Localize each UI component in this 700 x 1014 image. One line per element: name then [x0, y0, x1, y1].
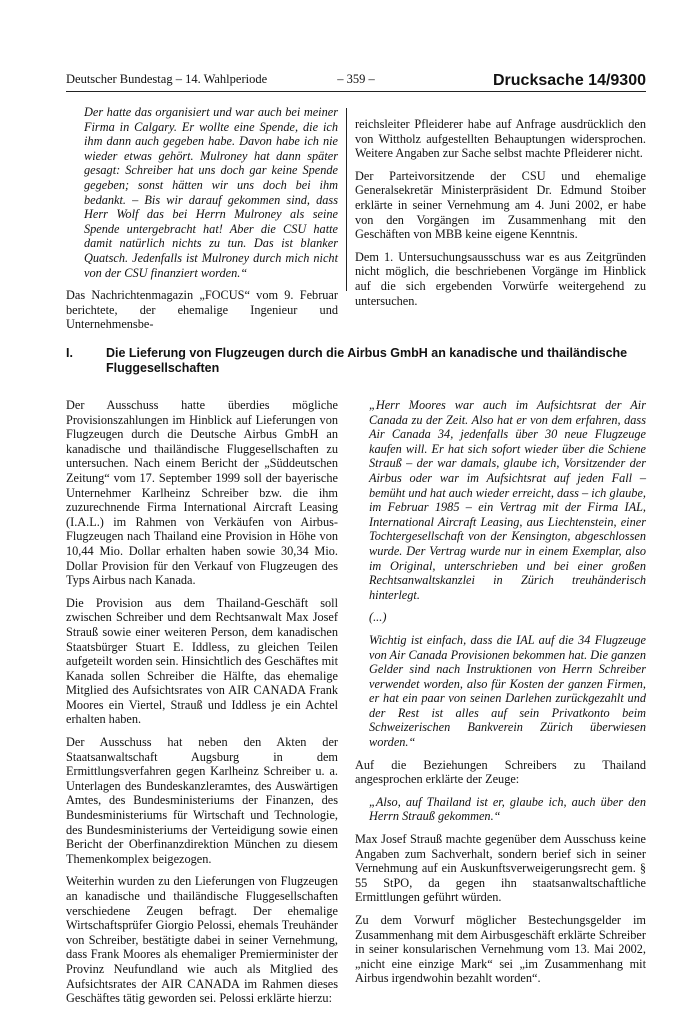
paragraph: Das Nachrichtenmagazin „FOCUS“ vom 9. Februar berichtete, der ehemalige Ingenieur und Unternehmensbe-: [66, 288, 338, 332]
paragraph: Der Parteivorsitzende der CSU und ehemalige Generalsekretär Ministerpräsident Dr. Edmund Stoiber erklärte in seiner Vernehmung am 4. Juni 2002, er habe von den Vorgängen im Zusammenhang mit den Geschäften von MBB keine eigene Kenntnis.: [355, 168, 646, 242]
top-left-column: [66, 105, 338, 340]
quote-ellipsis: (...): [369, 610, 387, 625]
paragraph: Weiterhin wurden zu den Lieferungen von Flugzeugen an kanadische und thailändische Fluggesellschaften verschiedene Zeugen befragt. Der ehemalige Wirtschaftsprüfer Giorgio Pelossi, ehemals Treuhänder von Schreiber, bestätigte dabei in seiner Vernehmung, dass Frank Moores als ehemaliger Premierminister der Provinz Neufundland wie auch als Mitglied des Aufsichtsrates der AIR CANADA im Rahmen dieses Geschäftes tätig geworden sei. Pelossi erklärte hierzu:: [66, 874, 338, 1006]
bottom-right-column: [355, 398, 646, 994]
paragraph: Max Josef Strauß machte gegenüber dem Ausschuss keine Angaben zum Sachverhalt, sondern berief sich in seiner Vernehmung auf ein Auskunftsverweigerungsrecht gem. § 55 StPO, da gegen ihn staatsanwaltschaftliche Ermittlungen geführt würden.: [355, 832, 646, 905]
quote-paragraph: „Herr Moores war auch im Aufsichtsrat der Air Canada zu der Zeit. Also hat er von dem erfahren, dass Air Canada 34, jedenfalls über 30 neue Flugzeuge kaufen will. Er hat sich sofort wieder über die Schiene Strauß – der war damals, glaube ich, Vorsitzender der Airbus oder war im Aufsichtsrat auf jeden Fall – bemüht und hat auch wieder erreicht, dass – ich glaube, im Februar 1985 – ein Vertrag mit der Firma IAL, International Aircraft Leasing, aus Liechtenstein, einer Tochtergesellschaft von der Kensington, abgeschlossen wurde. Der Vertrag wurde nur in einem Exemplar, also im Original, unterschrieben und bei einer großen Rechtsanwaltskanzlei in Zürich treuhänderisch hinterlegt.: [369, 398, 646, 602]
paragraph: Die Provision aus dem Thailand-Geschäft soll zwischen Schreiber und dem Rechtsanwalt Max Josef Strauß sowie einer weiteren Person, dem kanadischen Staatsbürger Stuart E. Iddless, zu gleichen Teilen aufgeteilt worden sein. Hinsichtlich des Geschäftes mit Kanada sollen Schreiber die Hälfte, das ehemalige Mitglied des Aufsichtsrates von AIR CANADA Frank Moores ein Viertel, Strauß und Iddless je ein Achtel erhalten haben.: [66, 595, 338, 727]
page-header: [66, 68, 646, 90]
header-publication: Deutscher Bundestag – 14. Wahlperiode: [66, 72, 268, 86]
document-number: Drucksache 14/9300: [493, 72, 646, 89]
paragraph: Dem 1. Untersuchungsausschuss war es aus Zeitgründen nicht möglich, die beschriebenen Vorgänge im Hinblick auf die sich ergebenden Vorwürfe weitergehend zu untersuchen.: [355, 249, 646, 308]
paragraph: Der Ausschuss hat neben den Akten der Staatsanwaltschaft Augsburg in dem Ermittlungsverfahren gegen Karlheinz Schreiber u. a. Unterlagen des Bundeskanzleramtes, des Auswärtigen Amtes, des Bundesministeriums der Finanzen, des Bundesministeriums für Wirtschaft und Technologie, des Bundesministeriums der Verteidigung sowie einen Bericht der Oberfinanzdirektion München zu diesem Themenkomplex beigezogen.: [66, 735, 338, 866]
paragraph: Zu dem Vorwurf möglicher Bestechungsgelder im Zusammenhang mit dem Airbusgeschäft erklärte Schreiber in seiner konsularischen Vernehmung vom 13. Mai 2002, „nicht eine einzige Mark“ sei „im Zusammenhang mit Airbus irgendwohin bezahlt worden“.: [355, 913, 646, 986]
paragraph: Auf die Beziehungen Schreibers zu Thailand angesprochen erklärte der Zeuge:: [355, 757, 646, 787]
quote-paragraph: Der hatte das organisiert und war auch bei meiner Firma in Calgary. Er wollte eine Spende, die ich ihm dann auch gegeben habe. Davon habe ich nie wieder etwas gehört. Mulroney hat dann später gesagt: Schreiber hat uns doch gar keine Spende gegeben; sonst hätten wir uns doch bei ihm bedankt. – Bis wir darauf gekommen sind, dass Herr Wolf das bei Herrn Mulroney als seine Spende untergebracht hat! Aber die CSU hatte damit natürlich nichts zu tun. Das ist blanker Quatsch. Jedenfalls ist Mulroney durch mich nicht von der CSU finanziert worden.“: [84, 105, 338, 280]
bottom-left-column: [66, 398, 338, 1014]
section-number: I.: [66, 346, 73, 360]
page-number: – 359 –: [337, 72, 375, 86]
top-right-column: [355, 117, 646, 316]
header-rule: [66, 91, 646, 92]
quote-paragraph: „Also, auf Thailand ist er, glaube ich, auch über den Herrn Strauß gekommen.“: [369, 794, 646, 824]
paragraph: reichsleiter Pfleiderer habe auf Anfrage ausdrücklich den von Wittholz aufgestellten Behauptungen widersprochen. Weitere Angaben zur Sache selbst machte Pfleiderer nicht.: [355, 117, 646, 161]
paragraph: Der Ausschuss hatte überdies mögliche Provisionszahlungen im Hinblick auf Lieferungen von Flugzeugen durch die Deutsche Airbus GmbH an kanadische und thailändische Fluggesellschaften zu untersuchen. Nach einem Bericht der „Süddeutschen Zeitung“ vom 17. September 1999 soll der bayerische Unternehmer Karlheinz Schreiber bzw. die ihm zuzurechnende Firma International Aircraft Leasing (I.A.L.) im Rahmen von Verkäufen von Airbus-Flugzeugen nach Thailand eine Provision in Höhe von 10,44 Mio. Dollar erhalten haben sowie 30,34 Mio. Dollar Provision für den Verkauf von Flugzeugen des Typs Airbus nach Kanada.: [66, 398, 338, 588]
column-divider: [346, 108, 347, 291]
quote-paragraph: Wichtig ist einfach, dass die IAL auf die 34 Flugzeuge von Air Canada Provisionen bekommen hat. Die ganzen Gelder sind nach Instruktionen von Herrn Schreiber verwendet worden, also für Kosten der ganzen Firmen, er hat ein paar von seinen Darlehen zurückgezahlt und der Rest ist alles auf sein Privatkonto beim Schweizerischen Bankverein Zürich überwiesen worden.“: [369, 632, 646, 750]
section-title: Die Lieferung von Flugzeugen durch die Airbus GmbH an kanadische und thailändische Fluggesellschaften: [106, 346, 628, 375]
